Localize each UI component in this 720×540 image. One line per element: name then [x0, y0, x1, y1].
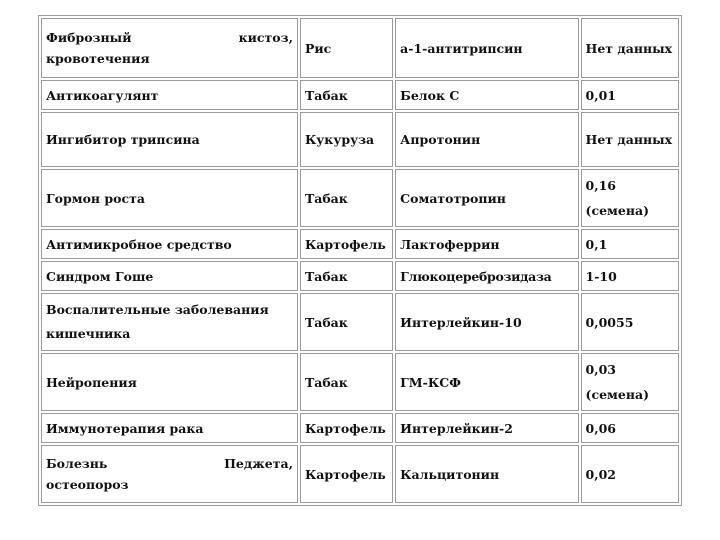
protein-cell: Кальцитонин: [395, 445, 578, 503]
plant-cell: Картофель: [300, 445, 393, 503]
protein-cell: Апротонин: [395, 112, 578, 167]
disease-line: [46, 27, 293, 48]
disease-cell: Воспалительные заболевания кишечника: [41, 293, 298, 351]
disease-cell: Гормон роста: [41, 169, 298, 227]
disease-cell: Синдром Гоше: [41, 261, 298, 291]
yield-cell: 0,06: [581, 413, 679, 443]
yield-cell: 0,1: [581, 229, 679, 259]
protein-cell: a-1-антитрипсин: [395, 18, 578, 78]
disease-cell: Иммунотерапия рака: [41, 413, 298, 443]
table-row: [41, 293, 679, 351]
yield-cell: 0,02: [581, 445, 679, 503]
yield-cell: Нет данных: [581, 112, 679, 167]
protein-cell: Лактоферрин: [395, 229, 578, 259]
disease-cell: Ингибитор трипсина: [41, 112, 298, 167]
plant-cell: Табак: [300, 261, 393, 291]
protein-cell: Глюкоцереброзидаза: [395, 261, 578, 291]
table-row: [41, 18, 679, 78]
plant-cell: Табак: [300, 353, 393, 411]
protein-cell: ГМ-КСФ: [395, 353, 578, 411]
disease-cell: [41, 18, 298, 78]
document-page: [38, 15, 682, 527]
disease-word: Педжета,: [224, 456, 293, 471]
disease-word: Фиброзный: [46, 30, 132, 45]
disease-word: кистоз,: [238, 30, 293, 45]
table-row: [41, 413, 679, 443]
disease-word: остеопороз: [46, 477, 129, 492]
yield-cell: 1-10: [581, 261, 679, 291]
disease-cell: Нейропения: [41, 353, 298, 411]
yield-cell: Нет данных: [581, 18, 679, 78]
table-row: [41, 261, 679, 291]
table-row: [41, 112, 679, 167]
protein-cell: Соматотропин: [395, 169, 578, 227]
protein-cell: Интерлейкин-2: [395, 413, 578, 443]
table-row: [41, 169, 679, 227]
table-row: [41, 229, 679, 259]
plant-cell: Табак: [300, 293, 393, 351]
plant-cell: Картофель: [300, 413, 393, 443]
disease-cell: [41, 445, 298, 503]
yield-cell: 0,01: [581, 80, 679, 110]
disease-word: кровотечения: [46, 51, 150, 66]
table-row: [41, 353, 679, 411]
yield-cell: 0,0055: [581, 293, 679, 351]
protein-cell: Интерлейкин-10: [395, 293, 578, 351]
disease-line: [46, 453, 293, 474]
plant-cell: Картофель: [300, 229, 393, 259]
plant-proteins-table: [38, 15, 682, 506]
plant-cell: Табак: [300, 80, 393, 110]
yield-cell: 0,03 (семена): [581, 353, 679, 411]
plant-cell: Кукуруза: [300, 112, 393, 167]
disease-cell: Антикоагулянт: [41, 80, 298, 110]
table-row: [41, 80, 679, 110]
yield-cell: 0,16 (семена): [581, 169, 679, 227]
plant-cell: Рис: [300, 18, 393, 78]
table-row: [41, 445, 679, 503]
disease-word: Болезнь: [46, 456, 108, 471]
plant-cell: Табак: [300, 169, 393, 227]
disease-cell: Антимикробное средство: [41, 229, 298, 259]
protein-cell: Белок С: [395, 80, 578, 110]
